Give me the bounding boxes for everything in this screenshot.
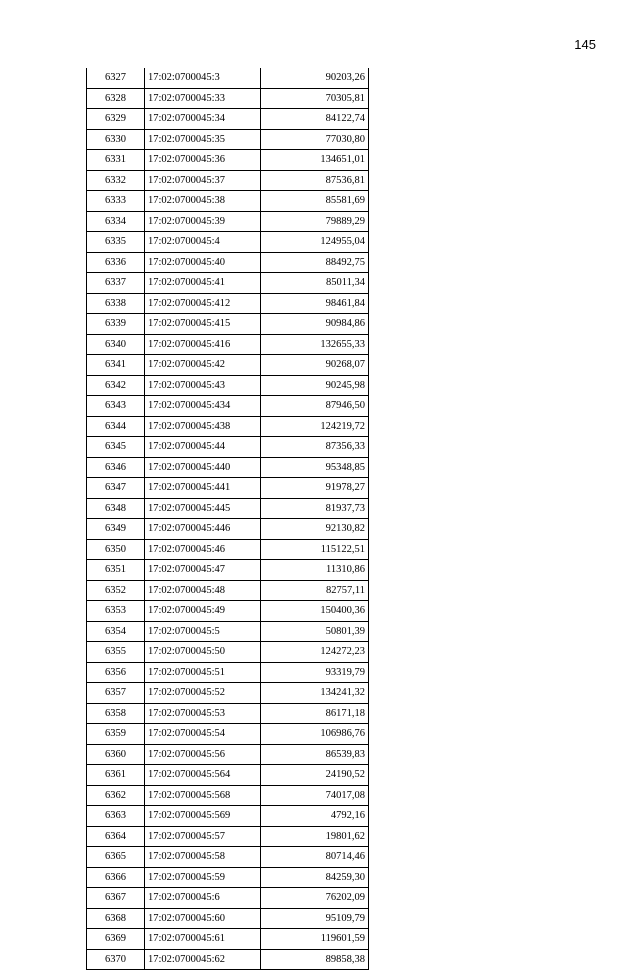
row-number-cell: 6333	[87, 191, 145, 212]
value-cell: 90268,07	[261, 355, 369, 376]
value-cell: 11310,86	[261, 560, 369, 581]
cadastral-number-cell: 17:02:0700045:58	[145, 847, 261, 868]
cadastral-number-cell: 17:02:0700045:50	[145, 642, 261, 663]
row-number-cell: 6332	[87, 170, 145, 191]
cadastral-number-cell: 17:02:0700045:564	[145, 765, 261, 786]
table-row	[87, 88, 369, 109]
value-cell: 90984,86	[261, 314, 369, 335]
row-number-cell: 6361	[87, 765, 145, 786]
row-number-cell: 6331	[87, 150, 145, 171]
row-number-cell: 6327	[87, 68, 145, 88]
row-number-cell: 6348	[87, 498, 145, 519]
value-cell: 84259,30	[261, 867, 369, 888]
value-cell: 92130,82	[261, 519, 369, 540]
row-number-cell: 6357	[87, 683, 145, 704]
table-row	[87, 703, 369, 724]
table-row	[87, 539, 369, 560]
value-cell: 124272,23	[261, 642, 369, 663]
value-cell: 119601,59	[261, 929, 369, 950]
row-number-cell: 6353	[87, 601, 145, 622]
value-cell: 87946,50	[261, 396, 369, 417]
row-number-cell: 6335	[87, 232, 145, 253]
cadastral-number-cell: 17:02:0700045:51	[145, 662, 261, 683]
row-number-cell: 6355	[87, 642, 145, 663]
table-row	[87, 109, 369, 130]
table-row	[87, 437, 369, 458]
row-number-cell: 6329	[87, 109, 145, 130]
row-number-cell: 6367	[87, 888, 145, 909]
row-number-cell: 6370	[87, 949, 145, 970]
table-row	[87, 191, 369, 212]
cadastral-number-cell: 17:02:0700045:52	[145, 683, 261, 704]
cadastral-number-cell: 17:02:0700045:412	[145, 293, 261, 314]
value-cell: 86539,83	[261, 744, 369, 765]
cadastral-number-cell: 17:02:0700045:38	[145, 191, 261, 212]
table-row	[87, 519, 369, 540]
value-cell: 86171,18	[261, 703, 369, 724]
cadastral-number-cell: 17:02:0700045:46	[145, 539, 261, 560]
table-row	[87, 847, 369, 868]
cadastral-number-cell: 17:02:0700045:53	[145, 703, 261, 724]
table-row	[87, 560, 369, 581]
table-row	[87, 929, 369, 950]
table-row	[87, 129, 369, 150]
value-cell: 84122,74	[261, 109, 369, 130]
row-number-cell: 6369	[87, 929, 145, 950]
cadastral-number-cell: 17:02:0700045:5	[145, 621, 261, 642]
cadastral-number-cell: 17:02:0700045:48	[145, 580, 261, 601]
cadastral-number-cell: 17:02:0700045:446	[145, 519, 261, 540]
table-row	[87, 314, 369, 335]
table-row	[87, 765, 369, 786]
value-cell: 124219,72	[261, 416, 369, 437]
row-number-cell: 6358	[87, 703, 145, 724]
value-cell: 87536,81	[261, 170, 369, 191]
cadastral-number-cell: 17:02:0700045:41	[145, 273, 261, 294]
value-cell: 115122,51	[261, 539, 369, 560]
value-cell: 87356,33	[261, 437, 369, 458]
table-row	[87, 888, 369, 909]
table-row	[87, 416, 369, 437]
table-row	[87, 724, 369, 745]
cadastral-number-cell: 17:02:0700045:568	[145, 785, 261, 806]
table-body	[87, 68, 369, 970]
value-cell: 76202,09	[261, 888, 369, 909]
row-number-cell: 6360	[87, 744, 145, 765]
table-row	[87, 211, 369, 232]
row-number-cell: 6359	[87, 724, 145, 745]
table-row	[87, 662, 369, 683]
value-cell: 134241,32	[261, 683, 369, 704]
table-row	[87, 601, 369, 622]
cadastral-number-cell: 17:02:0700045:61	[145, 929, 261, 950]
value-cell: 98461,84	[261, 293, 369, 314]
row-number-cell: 6346	[87, 457, 145, 478]
table-row	[87, 683, 369, 704]
row-number-cell: 6342	[87, 375, 145, 396]
table-row	[87, 396, 369, 417]
table-row	[87, 949, 369, 970]
row-number-cell: 6336	[87, 252, 145, 273]
table-row	[87, 642, 369, 663]
table-row	[87, 785, 369, 806]
cadastral-number-cell: 17:02:0700045:57	[145, 826, 261, 847]
value-cell: 90203,26	[261, 68, 369, 88]
value-cell: 81937,73	[261, 498, 369, 519]
row-number-cell: 6345	[87, 437, 145, 458]
row-number-cell: 6330	[87, 129, 145, 150]
row-number-cell: 6338	[87, 293, 145, 314]
row-number-cell: 6343	[87, 396, 145, 417]
cadastral-number-cell: 17:02:0700045:434	[145, 396, 261, 417]
table-row	[87, 744, 369, 765]
cadastral-number-cell: 17:02:0700045:4	[145, 232, 261, 253]
value-cell: 132655,33	[261, 334, 369, 355]
value-cell: 4792,16	[261, 806, 369, 827]
cadastral-number-cell: 17:02:0700045:34	[145, 109, 261, 130]
value-cell: 50801,39	[261, 621, 369, 642]
value-cell: 90245,98	[261, 375, 369, 396]
cadastral-number-cell: 17:02:0700045:415	[145, 314, 261, 335]
row-number-cell: 6339	[87, 314, 145, 335]
row-number-cell: 6364	[87, 826, 145, 847]
row-number-cell: 6349	[87, 519, 145, 540]
table-row	[87, 478, 369, 499]
row-number-cell: 6356	[87, 662, 145, 683]
value-cell: 150400,36	[261, 601, 369, 622]
cadastral-number-cell: 17:02:0700045:440	[145, 457, 261, 478]
value-cell: 106986,76	[261, 724, 369, 745]
table-row	[87, 355, 369, 376]
table-row	[87, 867, 369, 888]
cadastral-number-cell: 17:02:0700045:59	[145, 867, 261, 888]
value-cell: 70305,81	[261, 88, 369, 109]
row-number-cell: 6344	[87, 416, 145, 437]
cadastral-number-cell: 17:02:0700045:438	[145, 416, 261, 437]
cadastral-number-cell: 17:02:0700045:35	[145, 129, 261, 150]
data-table	[86, 68, 369, 970]
table-row	[87, 170, 369, 191]
cadastral-number-cell: 17:02:0700045:37	[145, 170, 261, 191]
value-cell: 134651,01	[261, 150, 369, 171]
cadastral-number-cell: 17:02:0700045:60	[145, 908, 261, 929]
table-row	[87, 273, 369, 294]
value-cell: 95109,79	[261, 908, 369, 929]
cadastral-number-cell: 17:02:0700045:441	[145, 478, 261, 499]
table-row	[87, 908, 369, 929]
cadastral-number-cell: 17:02:0700045:569	[145, 806, 261, 827]
value-cell: 95348,85	[261, 457, 369, 478]
value-cell: 89858,38	[261, 949, 369, 970]
table-row	[87, 621, 369, 642]
table-row	[87, 252, 369, 273]
cadastral-number-cell: 17:02:0700045:36	[145, 150, 261, 171]
table-row	[87, 293, 369, 314]
value-cell: 91978,27	[261, 478, 369, 499]
cadastral-number-cell: 17:02:0700045:42	[145, 355, 261, 376]
cadastral-number-cell: 17:02:0700045:43	[145, 375, 261, 396]
row-number-cell: 6350	[87, 539, 145, 560]
table-row	[87, 498, 369, 519]
row-number-cell: 6365	[87, 847, 145, 868]
cadastral-number-cell: 17:02:0700045:40	[145, 252, 261, 273]
cadastral-number-cell: 17:02:0700045:54	[145, 724, 261, 745]
table-row	[87, 334, 369, 355]
table-row	[87, 68, 369, 88]
table-row	[87, 457, 369, 478]
row-number-cell: 6366	[87, 867, 145, 888]
table-row	[87, 232, 369, 253]
table-row	[87, 375, 369, 396]
value-cell: 80714,46	[261, 847, 369, 868]
value-cell: 88492,75	[261, 252, 369, 273]
row-number-cell: 6354	[87, 621, 145, 642]
row-number-cell: 6340	[87, 334, 145, 355]
row-number-cell: 6337	[87, 273, 145, 294]
row-number-cell: 6362	[87, 785, 145, 806]
cadastral-number-cell: 17:02:0700045:62	[145, 949, 261, 970]
row-number-cell: 6351	[87, 560, 145, 581]
cadastral-number-cell: 17:02:0700045:445	[145, 498, 261, 519]
cadastral-number-cell: 17:02:0700045:47	[145, 560, 261, 581]
row-number-cell: 6363	[87, 806, 145, 827]
value-cell: 79889,29	[261, 211, 369, 232]
value-cell: 93319,79	[261, 662, 369, 683]
cadastral-number-cell: 17:02:0700045:56	[145, 744, 261, 765]
row-number-cell: 6341	[87, 355, 145, 376]
row-number-cell: 6347	[87, 478, 145, 499]
table-row	[87, 580, 369, 601]
cadastral-number-cell: 17:02:0700045:39	[145, 211, 261, 232]
table-row	[87, 806, 369, 827]
cadastral-number-cell: 17:02:0700045:3	[145, 68, 261, 88]
cadastral-number-cell: 17:02:0700045:44	[145, 437, 261, 458]
value-cell: 24190,52	[261, 765, 369, 786]
cadastral-number-cell: 17:02:0700045:49	[145, 601, 261, 622]
row-number-cell: 6328	[87, 88, 145, 109]
value-cell: 85011,34	[261, 273, 369, 294]
cadastral-number-cell: 17:02:0700045:6	[145, 888, 261, 909]
cadastral-number-cell: 17:02:0700045:33	[145, 88, 261, 109]
page-number: 145	[574, 37, 596, 52]
cadastral-number-cell: 17:02:0700045:416	[145, 334, 261, 355]
table-row	[87, 150, 369, 171]
value-cell: 85581,69	[261, 191, 369, 212]
value-cell: 74017,08	[261, 785, 369, 806]
value-cell: 124955,04	[261, 232, 369, 253]
row-number-cell: 6334	[87, 211, 145, 232]
row-number-cell: 6368	[87, 908, 145, 929]
value-cell: 19801,62	[261, 826, 369, 847]
row-number-cell: 6352	[87, 580, 145, 601]
table-row	[87, 826, 369, 847]
value-cell: 77030,80	[261, 129, 369, 150]
value-cell: 82757,11	[261, 580, 369, 601]
